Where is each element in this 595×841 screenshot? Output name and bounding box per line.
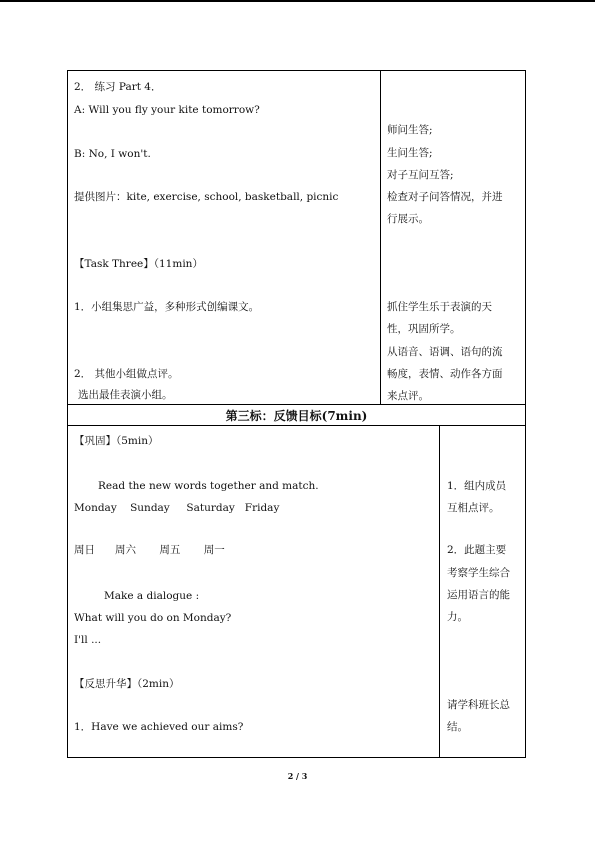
table-bottom-border bbox=[67, 757, 526, 758]
reflection-heading: 【反思升华】（2min） bbox=[74, 678, 180, 690]
make-dialogue-line: Make a dialogue : bbox=[104, 590, 200, 602]
picture-prompts-line: 提供图片：kite, exercise, school, basketball, picnic bbox=[74, 191, 339, 203]
note-performance-2: 性，巩固所学。 bbox=[387, 323, 461, 335]
note-evaluate-2: 畅度，表情、动作各方面 bbox=[387, 368, 503, 380]
consolidation-heading: 【巩固】（5min） bbox=[74, 435, 159, 447]
page-number: 2 / 3 bbox=[287, 771, 308, 781]
page-top-rule bbox=[0, 0, 595, 2]
note-show: 行展示。 bbox=[387, 213, 429, 225]
note-pairs: 对子互问互答; bbox=[387, 169, 454, 181]
note-teacher-asks: 师问生答; bbox=[387, 124, 433, 136]
note-ability-3: 运用语言的能 bbox=[447, 589, 510, 601]
note-peer-review-1: 1．组内成员 bbox=[447, 480, 507, 492]
note-ability-4: 力。 bbox=[447, 611, 468, 623]
monday-question-line: What will you do on Monday? bbox=[74, 612, 232, 624]
section3-header-bottom-border bbox=[67, 425, 526, 426]
note-student-asks: 生问生答; bbox=[387, 147, 433, 159]
note-check-pairs: 检查对子问答情况，并进 bbox=[387, 191, 503, 203]
read-match-line: Read the new words together and match. bbox=[98, 480, 319, 492]
note-ability-1: 2．此题主要 bbox=[447, 544, 507, 556]
group-comment-line: 2． 其他小组做点评。 bbox=[74, 368, 179, 380]
best-group-line: 选出最佳表演小组。 bbox=[78, 389, 173, 401]
ill-answer-line: I'll ... bbox=[74, 634, 102, 646]
section2-column-divider bbox=[380, 70, 381, 404]
note-evaluate-1: 从语音、语调、语句的流 bbox=[387, 346, 503, 358]
aims-question-line: 1．Have we achieved our aims? bbox=[74, 721, 244, 733]
dialogue-question-line: A: Will you fly your kite tomorrow? bbox=[74, 104, 260, 116]
weekday-chinese-line: 周日 周六 周五 周一 bbox=[74, 544, 225, 556]
weekday-words-line: Monday Sunday Saturday Friday bbox=[74, 502, 280, 514]
group-creation-line: 1．小组集思广益，多种形式创编课文。 bbox=[74, 301, 260, 313]
section3-header-top-border bbox=[67, 404, 526, 405]
section3-column-divider bbox=[439, 425, 440, 758]
note-evaluate-3: 来点评。 bbox=[387, 390, 429, 402]
practice-part4-line: 2． 练习 Part 4． bbox=[74, 81, 162, 93]
note-ability-2: 考察学生综合 bbox=[447, 567, 510, 579]
section3-title: 第三标：反馈目标(7min) bbox=[225, 409, 368, 423]
dialogue-answer-line: B: No, I won't. bbox=[74, 148, 151, 160]
note-monitor-2: 结。 bbox=[447, 721, 468, 733]
task-three-heading: 【Task Three】（11min） bbox=[74, 258, 203, 270]
note-peer-review-2: 互相点评。 bbox=[447, 502, 500, 514]
note-monitor-1: 请学科班长总 bbox=[447, 699, 510, 711]
lesson-plan-table bbox=[67, 70, 526, 758]
table-top-border bbox=[67, 70, 526, 71]
note-performance-1: 抓住学生乐于表演的天 bbox=[387, 301, 492, 313]
